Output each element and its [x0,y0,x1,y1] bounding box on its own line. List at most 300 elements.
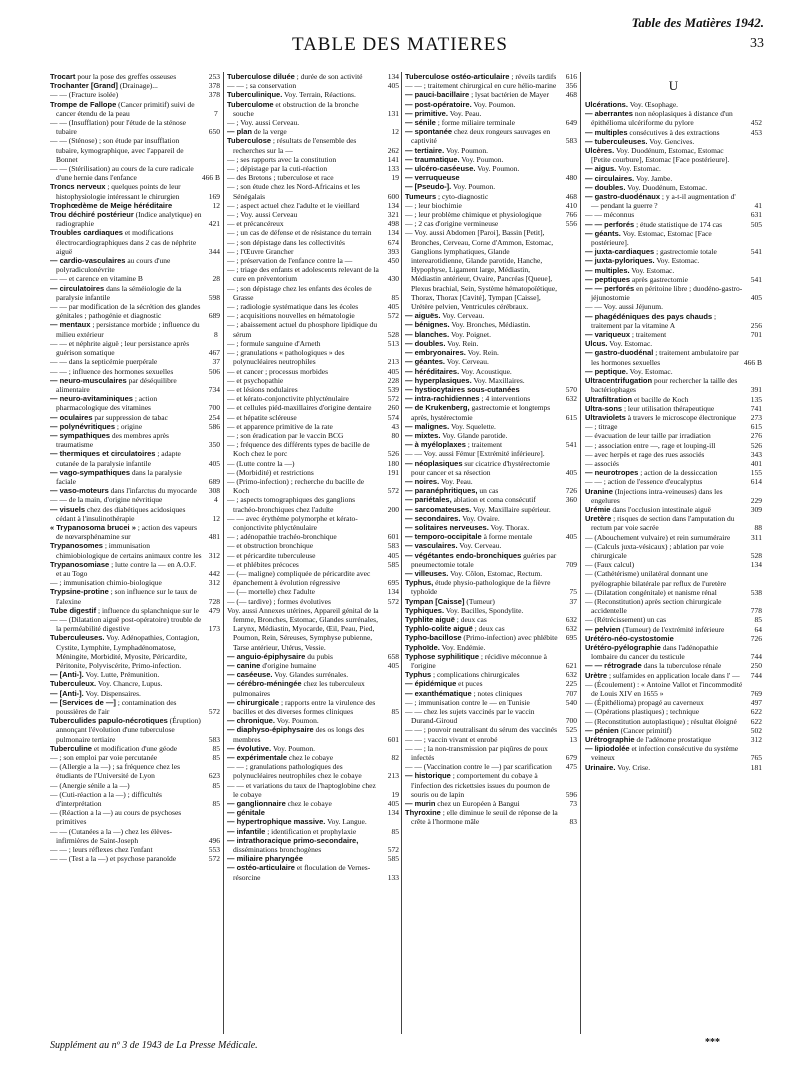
entry-text: — (Écoulement) : « Antoine Vallot et l'incommodité de Louis XIV en 1655 » [585,679,743,698]
entry-text: ; traitement [467,440,503,450]
index-entry [50,394,220,412]
index-entry [405,431,577,440]
entry-keyword: Tuberculine [50,743,92,753]
index-entry [405,376,577,385]
index-entry [405,762,577,771]
index-entry [585,164,762,173]
index-entry [50,201,220,210]
index-entry [585,505,762,514]
entry-text: de l'adénome prostatique [636,735,712,745]
index-entry [405,514,577,523]
entry-page-number: 134 [387,587,399,597]
entry-text: ; cyto-diagnostic [438,191,489,201]
entry-page-number: 229 [750,495,762,505]
index-entry [50,431,220,449]
column-divider [401,72,402,1034]
index-entry [50,827,220,845]
entry-text: un cas [479,486,499,496]
entry-page-number: 83 [569,817,577,827]
entry-text: — — (Test a la —) et psychose paranoïde [50,854,177,864]
index-entry [227,679,399,697]
entry-text: pour rechercher la taille des bactériophages [591,376,738,395]
index-entry [227,762,399,780]
index-entry [585,634,762,643]
end-mark: *** [705,1037,720,1048]
entry-text: Voy. Poumon. [272,743,316,753]
entry-text: — (Faux calcul) [585,560,635,570]
entry-text: Voy. Adénopathies, Contagion, Cystite, Lymphite, Lymphadénomatose, Méningite, Morbidité, Myosite, Péricardite, Péritonite, Polyviscérite, Primo-infection. [56,633,200,670]
index-entry [50,670,220,679]
entry-page-number: 570 [565,384,577,394]
entry-keyword: — pénien [585,725,619,735]
entry-page-number: 475 [565,762,577,772]
index-entry [585,330,762,339]
entry-text: ; elle diminue le seuil de réponse de la crête à l'hormone mâle [411,808,558,827]
index-entry [405,109,577,118]
entry-page-number: 131 [387,108,399,118]
entry-page-number: 393 [387,246,399,256]
entry-text: — ; Voy. aussi Cerveau. [227,118,300,128]
index-entry [585,413,762,422]
index-entry [227,219,399,228]
index-entry [227,422,399,431]
index-entry [50,182,220,200]
entry-page-number: 85 [391,826,399,836]
index-entry [50,449,220,467]
entry-keyword: Urémie [585,504,611,514]
entry-page-number: 480 [565,173,577,183]
index-entry [50,367,220,376]
index-entry [585,615,762,624]
index-entry [405,652,577,670]
index-entry [405,551,577,569]
index-entry [227,495,399,513]
entry-text: ; complications chirurgicales [433,670,520,680]
entry-page-number: 623 [208,771,220,781]
entry-text: Voy. Acoustique. [460,366,512,376]
entry-text: Voy. Thorax. [490,522,530,532]
entry-keyword: — géantes. [405,357,446,367]
index-entry [50,468,220,486]
entry-text: chez un Européen à Bangui [437,799,520,809]
entry-text: — — et néphrite aiguë ; leur persistance après guérison somatique [50,338,190,358]
index-entry [585,643,762,661]
index-entry [405,367,577,376]
entry-page-number: 766 [565,210,577,220]
index-entry [585,533,762,542]
index-entry [585,450,762,459]
entry-page-number: 250 [750,661,762,671]
index-entry [227,477,399,495]
index-entry [405,689,577,698]
entry-text: ; étude statistique de 174 cas [636,219,723,229]
entry-page-number: 466 B [201,173,220,183]
entry-text: — — ; influence des hormones sexuelles [50,366,174,376]
entry-text: — et apparence primitive de la rate [227,421,333,431]
entry-keyword: — pelvien [585,624,621,634]
entry-text: Voy. Maxillaires. [473,375,525,385]
entry-text: — ; dépistage par la cuti-réaction [227,164,328,174]
index-entry [405,486,577,495]
index-entry [405,311,577,320]
index-entry [585,542,762,560]
entry-text: — — ; granulations pathologiques des polynucléaires neutrophiles chez le cobaye [227,762,362,781]
entry-text: Voy. Dispensaires. [85,688,141,698]
index-entry [50,762,220,780]
index-entry [585,487,762,505]
index-entry [227,182,399,200]
entry-page-number: 37 [569,596,577,606]
entry-page-number: 525 [565,725,577,735]
entry-keyword: Trophœdème de Meige héréditaire [50,200,173,210]
entry-text: consécutives à des extractions [629,127,720,137]
entry-keyword: Tuberculome [227,99,274,109]
entry-text: — évacuation de leur taille par irradiation [585,431,711,441]
entry-text: — — (Vaccination contre le —) par scarification [405,762,552,772]
index-entry [227,155,399,164]
index-entry [585,744,762,762]
entry-keyword: Ulcérations. [585,100,628,109]
index-entry [50,587,220,605]
index-entry [227,173,399,182]
entry-text: — ; association entre —, rage et louping-ill [585,440,716,450]
index-entry [50,210,220,228]
entry-page-number: 450 [387,256,399,266]
entry-page-number: 614 [750,477,762,487]
entry-text: ; contamination des poussières de l'air [56,697,177,717]
index-entry [405,449,577,458]
index-entry [405,808,577,826]
index-entry [227,459,399,468]
entry-text: — ; triage des enfants et adolescents relevant de la cure en préventorium [227,265,379,284]
index-entry [50,541,220,559]
entry-text: ; traitement [631,330,667,340]
entry-page-number: 421 [208,219,220,229]
entry-text: — et phlébites précoces [227,559,299,569]
entry-text: Voy. Gencives. [649,136,695,146]
index-entry [585,404,762,413]
entry-keyword: — peptique. [585,366,628,376]
entry-text: chez des diabétiques acidosiques cédant à l'insulinothérapie [56,504,186,523]
index-entry [405,173,577,182]
entry-keyword: — juxta-cardiaques [585,247,655,257]
entry-text: — (Calculs juxta-vésicaux) ; ablation par voie chirurgicale [585,541,724,560]
entry-keyword: — neuro-musculaires [50,375,127,385]
index-entry [50,228,220,256]
entry-text: — (Reconstitution autoplastique) ; résultat éloigné [585,716,737,726]
entry-keyword: Uretère [585,514,612,524]
index-entry [405,422,577,431]
entry-keyword: — — rétrograde [585,661,642,671]
entry-page-number: 506 [208,366,220,376]
index-entry [227,817,399,826]
index-entry [405,118,577,127]
entry-page-number: 12 [212,513,220,523]
entry-text: ; action de la dessiccation [640,468,718,478]
entry-text: Voy. Poumon. [477,164,520,174]
entry-page-number: 321 [387,210,399,220]
index-entry [585,560,762,569]
entry-page-number: 85 [754,615,762,625]
index-entry [405,578,577,596]
entry-text: — ; formule sanguine d'Arneth [227,338,321,348]
index-entry [227,164,399,173]
index-entry [50,578,220,587]
entry-text: — ; 2 cas d'origine vermineuse [405,219,499,229]
index-entry [405,615,577,624]
entry-page-number: 401 [750,458,762,468]
entry-keyword: — neuro-avitaminiques [50,394,133,404]
entry-page-number: 744 [750,652,762,662]
entry-text: Voy. Estomac. [618,164,661,174]
entry-page-number: 700 [208,403,220,413]
entry-keyword: — — perforés [585,219,635,229]
entry-keyword: — pauci-bacillaire [405,90,470,100]
entry-keyword: Ultrafiltration [585,394,633,404]
entry-text: — ; abaissement actuel du phosphore lipidique du sérum [227,320,378,339]
entry-keyword: Trompe de Fallope [50,99,117,109]
entry-text: — ; ses rapports avec la constitution [227,154,337,164]
index-entry [50,753,220,762]
index-entry [405,606,577,615]
entry-page-number: 526 [750,440,762,450]
index-entry [50,302,220,320]
entry-page-number: 497 [750,698,762,708]
entry-keyword: Uranine [585,486,613,496]
entry-text: — (Reconstitution) après section chirurgicale accidentelle [585,596,722,616]
index-entry [405,597,577,606]
index-entry [405,339,577,348]
entry-text: et floculation de Vernes-résorcine [233,863,371,882]
entry-page-number: 538 [750,587,762,597]
entry-text: Voy. Estomac. [609,339,653,349]
entry-text: — — (Cutanées a la —) chez les élèves-infirmières de Saint-Joseph [50,826,173,845]
entry-page-number: 191 [387,467,399,477]
entry-text: dans l'infarctus du myocarde [110,486,197,496]
entry-page-number: 133 [387,872,399,882]
entry-text: ; son influence sur le taux de l'alexine [56,587,197,606]
index-entry [405,90,577,99]
index-entry [405,707,577,725]
index-entry [50,615,220,633]
entry-page-number: 526 [387,449,399,459]
entry-text: — ; aspect actuel chez l'adulte et le vieillard [227,200,360,210]
entry-keyword: — diaphyso-épiphysaire [227,725,314,735]
index-entry [50,274,220,283]
entry-text: du pubis [307,651,333,661]
index-entry [227,81,399,90]
entry-page-number: 572 [387,596,399,606]
index-entry [405,569,577,578]
index-entry [585,441,762,450]
index-entry [405,698,577,707]
entry-keyword: — primitive. [405,108,448,118]
entry-page-number: 405 [387,366,399,376]
index-entry [585,680,762,698]
entry-keyword: — — perforés [585,284,635,294]
entry-keyword: Urétrographie [585,735,635,745]
entry-text: — ; un cas de défense et de résistance du terrain [227,228,372,238]
entry-text: et infection consécutive du système veineux [591,744,739,763]
index-entry [50,164,220,182]
index-entry [405,477,577,486]
entry-text: Voy. Glande parotide. [442,430,508,440]
entry-keyword: — doubles. [585,182,626,192]
entry-text: — — par modification de la sécrétion des glandes génitales ; pathogénie et diagnostic [50,302,201,321]
entry-keyword: Trocart [50,72,76,81]
entry-keyword: — végétantes endo-bronchiques [405,550,522,560]
index-entry [585,348,762,366]
index-entry [227,716,399,725]
entry-page-number: 253 [208,72,220,81]
entry-text: ; deux cas [474,624,505,634]
entry-page-number: 496 [208,835,220,845]
entry-page-number: 134 [387,228,399,238]
entry-text: ; récidive méconnue à l'origine [411,651,547,670]
index-entry [405,633,577,642]
entry-page-number: 200 [387,504,399,514]
entry-text: — (Épithélioma) propagé au caverneux [585,698,704,708]
entry-page-number: 260 [387,403,399,413]
index-entry [405,459,577,477]
entry-text: ; sulfamides en application locale dans l' — [608,670,740,680]
entry-text: — ; radiologie systématique dans les écoles [227,302,359,312]
entry-page-number: 479 [208,605,220,615]
entry-text: — — Voy. aussi Jéjunum. [585,302,663,312]
index-entry [227,284,399,302]
entry-text: des os longs des membres [233,725,365,744]
entry-keyword: — gastro-duodénaux [585,192,661,202]
entry-text: Voy. Estomac. [629,366,673,376]
entry-text: — ; fréquence des différents types de bacille de Koch chez le porc [227,440,370,459]
index-entry [585,625,762,634]
entry-text: — — avec érythème polymorphe et kérato-conjonctivite phlycténulaire [227,513,358,532]
entry-keyword: Tuberculose diluée [227,72,295,81]
entry-keyword: Tube digestif [50,605,97,615]
entry-page-number: 311 [751,532,762,542]
entry-page-number: 498 [387,219,399,229]
entry-page-number: 213 [387,357,399,367]
entry-page-number: 572 [387,486,399,496]
entry-keyword: — hypertrophique massive. [227,817,326,827]
index-entry [50,523,220,541]
index-column-2 [227,72,399,1034]
index-entry [50,90,220,99]
index-entry [50,136,220,164]
entry-text: pour la pose des greffes osseuses [77,72,177,81]
entry-page-number: 632 [565,670,577,680]
entry-keyword: — verruqueuse [405,173,460,183]
entry-keyword: — à myéloplaxes [405,440,466,450]
entry-text: — — (Insufflation) pour l'étude de la sténose tubaire [50,118,186,137]
index-entry [405,523,577,532]
entry-page-number: 262 [387,145,399,155]
entry-text: ; lysat bactérien de Mayer [471,90,549,100]
entry-page-number: 213 [387,771,399,781]
entry-text: ; résultats de l'ensemble des recherches sur la — [233,136,357,155]
page-header [0,0,800,70]
entry-keyword: — doubles. [405,338,446,348]
entry-page-number: 541 [565,440,577,450]
entry-page-number: 12 [212,200,220,210]
index-entry [405,127,577,145]
entry-page-number: 632 [565,624,577,634]
entry-text: — ; son dépistage dans les collectivités [227,237,345,247]
entry-page-number: 350 [208,440,220,450]
entry-text: chez les tuberculeux pulmonaires [233,679,365,698]
entry-page-number: 453 [750,127,762,137]
entry-keyword: — ulcéro-caséeuse. [405,164,476,174]
entry-page-number: 405 [387,799,399,809]
entry-page-number: 601 [387,734,399,744]
entry-page-number: 405 [387,550,399,560]
entry-text: Voy. Terrain, Réactions. [284,90,356,100]
entry-keyword: — pariétales, [405,495,452,505]
entry-page-number: 12 [391,127,399,137]
entry-keyword: — plan [227,127,253,137]
index-entry [585,477,762,486]
index-entry [227,403,399,412]
index-entry [50,689,220,698]
entry-text: Voy. Langue. [327,817,367,827]
entry-text: — (Cuti-réaction a la —) ; difficultés d'interprétation [50,789,162,809]
entry-page-number: 312 [750,735,762,745]
entry-page-number: 378 [208,81,220,91]
entry-text: ; identification et prophylaxie [267,826,357,836]
entry-text: — associés [585,458,619,468]
entry-keyword: Typhiques. [405,605,445,615]
entry-page-number: 405 [387,302,399,312]
index-entry [50,339,220,357]
index-entry [405,735,577,744]
index-entry [585,376,762,394]
entry-keyword: — bénignes. [405,320,450,330]
index-entry: Trompe de Fallope (Cancer primitif) suivi de cancer étendu de la peau 7 [50,99,218,118]
index-entry [50,744,220,753]
entry-page-number: 256 [750,320,762,330]
entry-keyword: — gastro-duodénal [585,348,654,358]
entry-keyword: Trypanosomiase [50,559,110,569]
entry-page-number: 622 [750,716,762,726]
entry-text: Voy. Peau. [440,476,473,486]
entry-page-number: 466 B [743,357,762,367]
index-entry [585,229,762,247]
entry-keyword: — exanthématique [405,688,472,698]
entry-page-number: 615 [750,422,762,432]
index-entry [50,376,220,394]
entry-text: ; durée de son activité [296,72,363,81]
entry-page-number: 505 [750,219,762,229]
index-entry [227,551,399,560]
entry-text: à travers le microscope électronique [627,412,737,422]
entry-page-number: 75 [569,587,577,597]
index-entry [585,698,762,707]
index-entry [227,661,399,670]
entry-keyword: — mentaux [50,320,91,330]
entry-text: ; traitement ambulatoire par les hormones sexuelles [591,348,739,367]
entry-keyword: — évolutive. [227,743,272,753]
entry-text: — (Abouchement vulvaire) et rein surnuméraire [585,532,731,542]
index-entry [585,256,762,265]
index-entry [227,339,399,348]
index-entry [227,670,399,679]
index-entry [405,385,577,394]
entry-text: — ; granulations « pathologiques » des polynucléaires neutrophiles [227,348,345,367]
entry-keyword: — circulaires. [585,173,635,183]
entry-keyword: Typhus, [405,578,434,588]
entry-keyword: Typhose syphilitique [405,651,480,661]
index-entry [50,633,220,670]
